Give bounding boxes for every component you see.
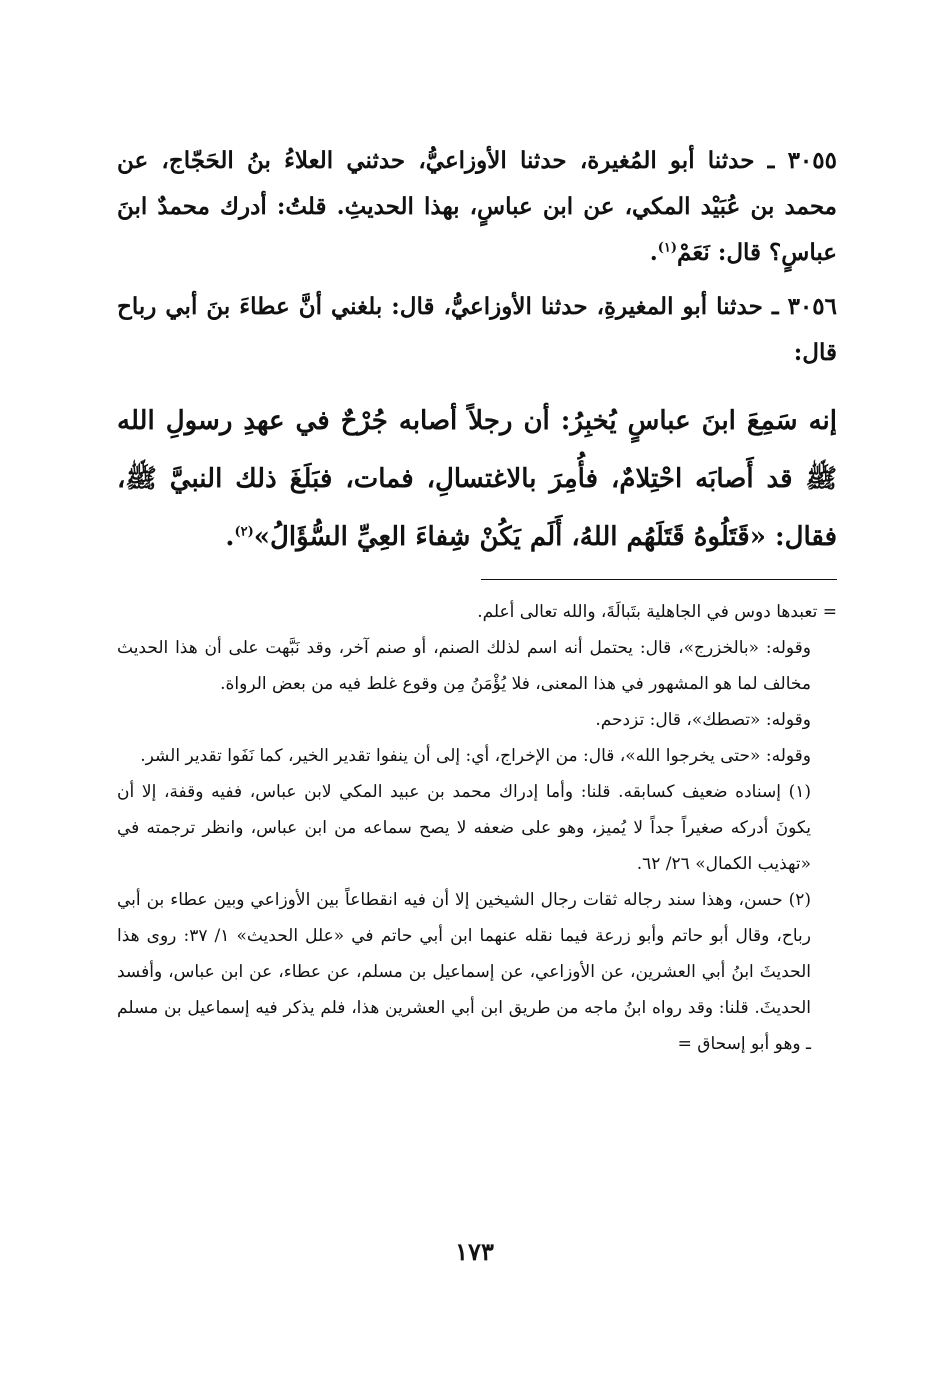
hadith-number: ٣٠٥٦: [787, 293, 837, 320]
hadith-text: ـ حدثنا أبو المغيرةِ، حدثنا الأوزاعيُّ، قال: بلغني أنَّ عطاءَ بنَ أبي رباح قال:: [117, 293, 837, 366]
hadith-end: .: [649, 239, 658, 266]
matn-text: إنه سَمِعَ ابنَ عباسٍ يُخبِرُ: أن رجلاً أصابه جُرْحٌ في عهدِ رسولِ الله ﷺ قد أَصابَه احْتِلامٌ، فأُمِرَ بالاغتسالِ، فمات، فبَلَغَ ذلك النبيَّ ﷺ، فقال: «قَتَلُوهُ قَتَلَهُم اللهُ، أَلَم يَكُنْ شِفاءَ العِيِّ السُّؤَالُ»: [117, 406, 837, 552]
footnote-ref[interactable]: (١): [657, 240, 678, 256]
note-qawluhu-khazraj: وقوله: «بالخزرج»، قال: يحتمل أنه اسم لذلك الصنم، أو صنم آخر، وقد نَبَّهت على أن هذا الحديث مخالف لما هو المشهور في هذا المعنى، فلا يُؤْمَنُ مِن وقوع غلط فيه من بعض الرواة.: [117, 638, 811, 694]
footnote-1: (١) إسناده ضعيف كسابقه. قلنا: وأما إدراك محمد بن عبيد المكي لابن عباس، ففيه وقفة، إلا أن يكونَ أدركه صغيراً جداً لا يُميز، وهو على ضعفه لا يصح سماعه من ابن عباس، وانظر ترجمته في «تهذيب الكمال» ٢٦/ ٦٢.: [117, 782, 811, 874]
hadith-3056: [117, 284, 837, 376]
footnotes: [117, 594, 837, 1062]
footnote-ref[interactable]: (٢): [234, 524, 254, 540]
hadith-text: ـ حدثنا أبو المُغيرة، حدثنا الأوزاعيُّ، حدثني العلاءُ بنُ الحَجّاج، عن محمد بن عُبَيْد المكي، عن ابن عباسٍ، بهذا الحديثِ. قلتُ: أدرك محمدٌ ابنَ عباسٍ؟ قال: نَعَمْ: [117, 147, 837, 266]
note-continuation: = تعبدها دوس في الجاهلية بتَبالَةَ، والله تعالى أعلم.: [477, 602, 837, 622]
footnote-divider: [481, 579, 837, 580]
footnote-2: (٢) حسن، وهذا سند رجاله ثقات رجال الشيخين إلا أن فيه انقطاعاً بين الأوزاعي وبين عطاء بن أبي رباح، وقال أبو حاتم وأبو زرعة فيما نقله عنهما ابن أبي حاتم في «علل الحديث» ١/ ٣٧: روى هذا الحديثَ ابنُ أبي العشرين، عن الأوزاعي، عن إسماعيل بن مسلم، عن عطاء، عن ابن عباس، وأفسد الحديثَ. قلنا: وقد رواه ابنُ ماجه من طريق ابن أبي العشرين هذا، فلم يذكر فيه إسماعيل بن مسلم ـ وهو أبو إسحاق =: [117, 890, 811, 1054]
hadith-matn: [117, 392, 837, 566]
note-qawluhu-tastakk: وقوله: «تصطك»، قال: تزدحم.: [595, 710, 811, 730]
note-qawluhu-yukhrijuu: وقوله: «حتى يخرجوا الله»، قال: من الإخراج، أي: إلى أن ينفوا تقدير الخير، كما نَفَوا تقدير الشر.: [140, 746, 811, 766]
hadith-3055: [117, 138, 837, 276]
page-number: ١٧٣: [455, 1237, 494, 1266]
hadith-number: ٣٠٥٥: [787, 147, 837, 174]
matn-end: .: [225, 522, 235, 552]
